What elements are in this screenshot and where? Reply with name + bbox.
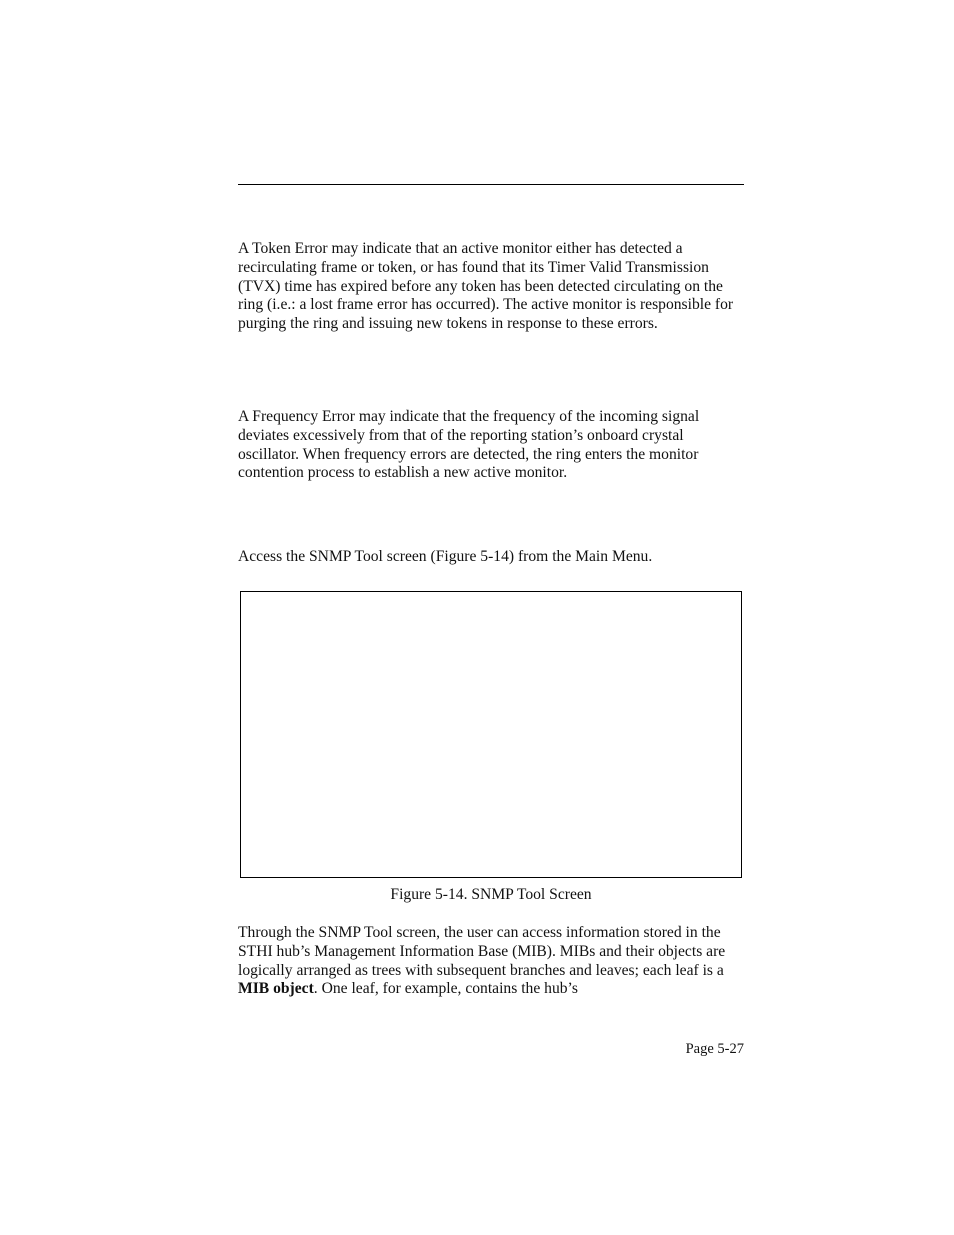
snmp-description-text-2: . One leaf, for example, contains the hub’s xyxy=(313,980,578,998)
token-error-paragraph: A Token Error may indicate that an active monitor either has detected a recirculating frame or token, or has found that its Timer Valid Transmission (TVX) time has expired before any token has been detected circulating on the ring (i.e.: a lost frame error has occurred). The active monitor is responsible for purging the ring and issuing new tokens in response to these errors. xyxy=(238,240,734,333)
frequency-error-paragraph: A Frequency Error may indicate that the frequency of the incoming signal deviates excessively from that of the reporting station’s onboard crystal oscillator. When frequency errors are detected, the ring enters the monitor contention process to establish a new active monitor. xyxy=(238,408,700,482)
page-number: Page 5-27 xyxy=(685,1041,744,1057)
snmp-description-text-1: Through the SNMP Tool screen, the user can access information stored in the STHI hub’s Management Information Base (MIB). MIBs and their objects are logically arranged as trees with subsequent branches and leaves; each leaf is a xyxy=(238,924,726,979)
figure-caption: Figure 5-14. SNMP Tool Screen xyxy=(390,886,592,903)
header-rule xyxy=(238,184,744,185)
snmp-tool-figure-placeholder xyxy=(240,591,742,878)
snmp-description-paragraph xyxy=(238,924,748,999)
access-instruction-paragraph: Access the SNMP Tool screen (Figure 5-14) from the Main Menu. xyxy=(238,548,653,565)
mib-object-term: MIB object xyxy=(238,980,314,998)
